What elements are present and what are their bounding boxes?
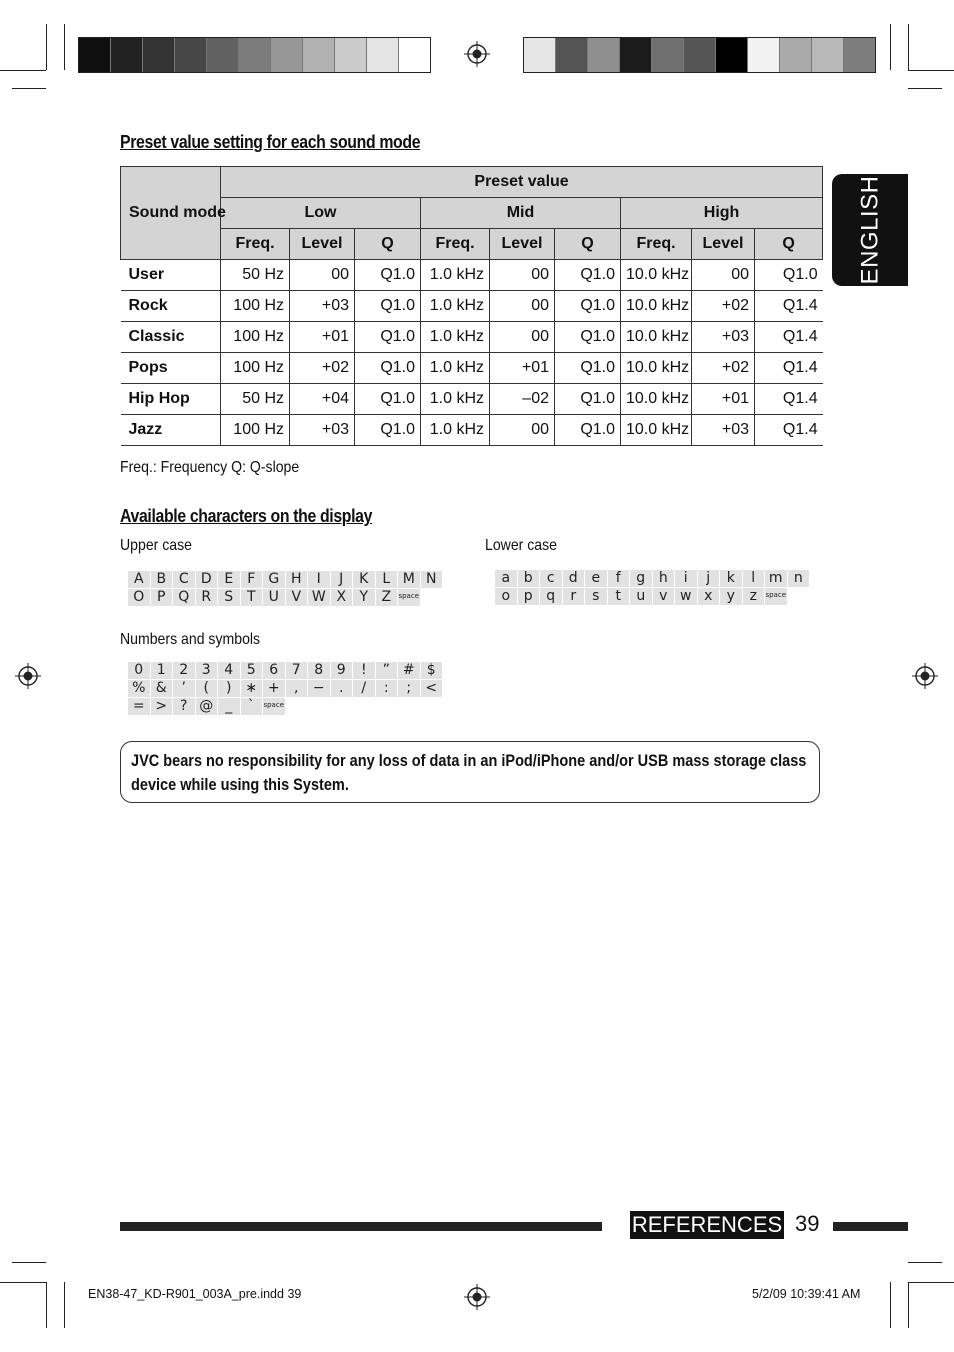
level-cell: +03	[692, 322, 755, 353]
char-cell: −	[308, 680, 330, 697]
char-cell: K	[353, 571, 375, 588]
char-space: space	[398, 589, 420, 606]
level-cell: +03	[290, 415, 355, 446]
char-cell: 5	[241, 662, 263, 679]
header-sound-mode: Sound mode	[121, 167, 221, 260]
lower-case-label: Lower case	[485, 537, 558, 554]
color-swatch	[844, 38, 875, 72]
q-cell: Q1.0	[355, 291, 421, 322]
char-cell: &	[151, 680, 173, 697]
color-swatch	[652, 38, 684, 72]
header-q: Q	[555, 229, 621, 260]
char-cell: f	[608, 570, 630, 587]
crop-mark	[0, 1282, 46, 1283]
registration-mark-icon	[464, 1284, 490, 1310]
freq-cell: 10.0 kHz	[621, 415, 692, 446]
color-swatch	[556, 38, 588, 72]
crop-mark	[0, 70, 46, 71]
freq-cell: 1.0 kHz	[421, 415, 490, 446]
char-cell: 8	[308, 662, 330, 679]
char-cell: !	[353, 662, 375, 679]
char-cell: :	[376, 680, 398, 697]
char-cell: n	[788, 570, 810, 587]
freq-cell: 100 Hz	[221, 353, 290, 384]
liability-notice	[120, 741, 820, 803]
char-cell: 6	[263, 662, 285, 679]
char-cell: d	[563, 570, 585, 587]
char-cell: J	[331, 571, 353, 588]
q-cell: Q1.4	[755, 353, 823, 384]
section-heading-characters: Available characters on the display	[120, 506, 373, 526]
char-cell: O	[128, 589, 150, 606]
sound-mode-name: Jazz	[121, 415, 221, 446]
char-cell: L	[376, 571, 398, 588]
crop-mark	[12, 1262, 46, 1263]
char-cell: U	[263, 589, 285, 606]
char-cell: t	[608, 588, 630, 605]
char-cell: h	[653, 570, 675, 587]
char-cell: w	[675, 588, 697, 605]
sound-mode-name: Rock	[121, 291, 221, 322]
color-swatch	[239, 38, 271, 72]
header-level: Level	[490, 229, 555, 260]
freq-cell: 50 Hz	[221, 384, 290, 415]
char-cell: (	[196, 680, 218, 697]
sound-mode-name: Pops	[121, 353, 221, 384]
char-cell: m	[765, 570, 787, 587]
level-cell: +02	[692, 291, 755, 322]
char-cell: X	[331, 589, 353, 606]
table-row	[121, 260, 823, 291]
char-cell: B	[151, 571, 173, 588]
crop-mark	[890, 24, 891, 70]
section-label-references: REFERENCES	[631, 1212, 783, 1237]
q-cell: Q1.0	[355, 353, 421, 384]
level-cell: +03	[692, 415, 755, 446]
char-cell: Q	[173, 589, 195, 606]
char-cell: b	[518, 570, 540, 587]
freq-cell: 10.0 kHz	[621, 322, 692, 353]
header-band-mid: Mid	[421, 198, 621, 229]
level-cell: +03	[290, 291, 355, 322]
q-cell: Q1.0	[555, 322, 621, 353]
char-cell: y	[720, 588, 742, 605]
freq-cell: 10.0 kHz	[621, 353, 692, 384]
language-tab-label: ENGLISH	[856, 175, 883, 285]
char-cell: W	[308, 589, 330, 606]
freq-cell: 10.0 kHz	[621, 384, 692, 415]
color-swatch	[780, 38, 812, 72]
level-cell: +01	[290, 322, 355, 353]
char-cell: i	[675, 570, 697, 587]
level-cell: 00	[490, 291, 555, 322]
symbols-label: Numbers and symbols	[120, 631, 261, 648]
char-cell: u	[630, 588, 652, 605]
header-band-high: High	[621, 198, 823, 229]
char-cell: M	[398, 571, 420, 588]
char-cell: g	[630, 570, 652, 587]
upper-case-grid	[128, 571, 442, 606]
freq-cell: 1.0 kHz	[421, 260, 490, 291]
level-cell: +01	[490, 353, 555, 384]
footer-rule	[120, 1222, 602, 1231]
level-cell: +02	[692, 353, 755, 384]
q-cell: Q1.0	[355, 322, 421, 353]
char-cell: >	[151, 698, 173, 715]
color-swatch	[588, 38, 620, 72]
char-cell: =	[128, 698, 150, 715]
char-cell: G	[263, 571, 285, 588]
header-level: Level	[290, 229, 355, 260]
freq-cell: 1.0 kHz	[421, 291, 490, 322]
slug-datetime: 5/2/09 10:39:41 AM	[752, 1287, 861, 1301]
char-cell: R	[196, 589, 218, 606]
char-cell: $	[421, 662, 443, 679]
char-cell: Y	[353, 589, 375, 606]
char-cell: S	[218, 589, 240, 606]
char-cell: ’	[173, 680, 195, 697]
color-swatch	[399, 38, 430, 72]
registration-mark-icon	[912, 663, 938, 689]
char-cell: 1	[151, 662, 173, 679]
header-band-low: Low	[221, 198, 421, 229]
level-cell: 00	[490, 322, 555, 353]
freq-cell: 1.0 kHz	[421, 322, 490, 353]
char-space: space	[263, 698, 285, 715]
q-cell: Q1.0	[555, 415, 621, 446]
char-cell: o	[495, 588, 517, 605]
char-cell: z	[743, 588, 765, 605]
preset-table	[120, 166, 823, 446]
symbols-grid	[128, 662, 442, 715]
table-row	[121, 291, 823, 322]
q-cell: Q1.0	[555, 260, 621, 291]
table-footnote: Freq.: Frequency Q: Q-slope	[120, 459, 300, 476]
registration-mark-icon	[15, 663, 41, 689]
crop-mark	[46, 24, 47, 70]
level-cell: 00	[692, 260, 755, 291]
color-swatch	[175, 38, 207, 72]
page-number: 39	[795, 1211, 820, 1236]
sound-mode-name: Classic	[121, 322, 221, 353]
char-cell: 3	[196, 662, 218, 679]
q-cell: Q1.0	[555, 353, 621, 384]
char-cell: #	[398, 662, 420, 679]
char-space: space	[765, 588, 787, 605]
char-cell: x	[698, 588, 720, 605]
header-level: Level	[692, 229, 755, 260]
header-freq: Freq.	[421, 229, 490, 260]
freq-cell: 10.0 kHz	[621, 260, 692, 291]
char-cell: ”	[376, 662, 398, 679]
color-bar-left	[78, 37, 431, 73]
lower-case-grid	[495, 570, 809, 605]
char-cell: v	[653, 588, 675, 605]
level-cell: 00	[490, 260, 555, 291]
color-swatch	[303, 38, 335, 72]
char-cell: s	[585, 588, 607, 605]
crop-mark	[64, 1282, 65, 1328]
color-swatch	[79, 38, 111, 72]
color-swatch	[367, 38, 399, 72]
char-cell: r	[563, 588, 585, 605]
section-heading-preset: Preset value setting for each sound mode	[120, 132, 421, 152]
level-cell: +02	[290, 353, 355, 384]
char-cell: +	[263, 680, 285, 697]
color-swatch	[716, 38, 748, 72]
char-cell: 2	[173, 662, 195, 679]
color-swatch	[143, 38, 175, 72]
color-swatch	[335, 38, 367, 72]
notice-line-2: device while using this System.	[131, 776, 349, 794]
q-cell: Q1.0	[355, 384, 421, 415]
color-swatch	[207, 38, 239, 72]
table-row	[121, 415, 823, 446]
level-cell: +04	[290, 384, 355, 415]
freq-cell: 1.0 kHz	[421, 384, 490, 415]
crop-mark	[908, 70, 954, 71]
sound-mode-name: Hip Hop	[121, 384, 221, 415]
q-cell: Q1.0	[755, 260, 823, 291]
header-preset-value: Preset value	[221, 167, 823, 198]
char-cell: e	[585, 570, 607, 587]
q-cell: Q1.0	[555, 291, 621, 322]
char-cell: l	[743, 570, 765, 587]
q-cell: Q1.4	[755, 415, 823, 446]
char-cell: 7	[286, 662, 308, 679]
char-cell: a	[495, 570, 517, 587]
crop-mark	[890, 1282, 891, 1328]
char-cell: %	[128, 680, 150, 697]
freq-cell: 100 Hz	[221, 291, 290, 322]
q-cell: Q1.4	[755, 291, 823, 322]
level-cell: 00	[290, 260, 355, 291]
color-bar-right	[523, 37, 876, 73]
crop-mark	[908, 24, 909, 70]
color-swatch	[748, 38, 780, 72]
char-cell: p	[518, 588, 540, 605]
char-cell: E	[218, 571, 240, 588]
header-freq: Freq.	[221, 229, 290, 260]
char-cell: 9	[331, 662, 353, 679]
crop-mark	[64, 24, 65, 70]
crop-mark	[908, 88, 942, 89]
table-row	[121, 384, 823, 415]
char-cell: A	[128, 571, 150, 588]
language-tab	[832, 174, 908, 286]
upper-case-label: Upper case	[120, 537, 193, 554]
freq-cell: 10.0 kHz	[621, 291, 692, 322]
char-cell: .	[331, 680, 353, 697]
char-cell: 4	[218, 662, 240, 679]
q-cell: Q1.0	[355, 415, 421, 446]
header-q: Q	[355, 229, 421, 260]
table-row	[121, 322, 823, 353]
q-cell: Q1.0	[355, 260, 421, 291]
q-cell: Q1.4	[755, 384, 823, 415]
sound-mode-name: User	[121, 260, 221, 291]
char-cell: T	[241, 589, 263, 606]
freq-cell: 50 Hz	[221, 260, 290, 291]
header-q: Q	[755, 229, 823, 260]
char-cell: q	[540, 588, 562, 605]
char-cell: `	[241, 698, 263, 715]
char-cell: D	[196, 571, 218, 588]
freq-cell: 1.0 kHz	[421, 353, 490, 384]
char-cell: H	[286, 571, 308, 588]
level-cell: +01	[692, 384, 755, 415]
char-cell: Z	[376, 589, 398, 606]
level-cell: –02	[490, 384, 555, 415]
crop-mark	[908, 1282, 909, 1328]
char-cell: @	[196, 698, 218, 715]
char-cell: ;	[398, 680, 420, 697]
crop-mark	[12, 88, 46, 89]
char-cell: <	[421, 680, 443, 697]
footer-rule	[833, 1222, 908, 1231]
freq-cell: 100 Hz	[221, 415, 290, 446]
header-freq: Freq.	[621, 229, 692, 260]
color-swatch	[271, 38, 303, 72]
q-cell: Q1.0	[555, 384, 621, 415]
char-cell: ,	[286, 680, 308, 697]
table-row	[121, 353, 823, 384]
char-cell: ∗	[241, 680, 263, 697]
char-cell: V	[286, 589, 308, 606]
color-swatch	[620, 38, 652, 72]
char-cell: 0	[128, 662, 150, 679]
char-cell: N	[421, 571, 443, 588]
registration-mark-icon	[464, 41, 490, 67]
char-cell: C	[173, 571, 195, 588]
char-cell: c	[540, 570, 562, 587]
freq-cell: 100 Hz	[221, 322, 290, 353]
char-cell: /	[353, 680, 375, 697]
char-cell: I	[308, 571, 330, 588]
level-cell: 00	[490, 415, 555, 446]
char-cell: k	[720, 570, 742, 587]
crop-mark	[908, 1262, 942, 1263]
notice-line-1: JVC bears no responsibility for any loss of data in an iPod/iPhone and/or USB mass storage class	[131, 752, 807, 770]
char-cell: ?	[173, 698, 195, 715]
char-cell: j	[698, 570, 720, 587]
crop-mark	[46, 1282, 47, 1328]
char-cell: _	[218, 698, 240, 715]
color-swatch	[812, 38, 844, 72]
char-cell: )	[218, 680, 240, 697]
color-swatch	[524, 38, 556, 72]
char-cell: P	[151, 589, 173, 606]
color-swatch	[111, 38, 143, 72]
crop-mark	[908, 1282, 954, 1283]
slug-filename: EN38-47_KD-R901_003A_pre.indd 39	[88, 1287, 302, 1301]
q-cell: Q1.4	[755, 322, 823, 353]
char-cell: F	[241, 571, 263, 588]
color-swatch	[684, 38, 716, 72]
